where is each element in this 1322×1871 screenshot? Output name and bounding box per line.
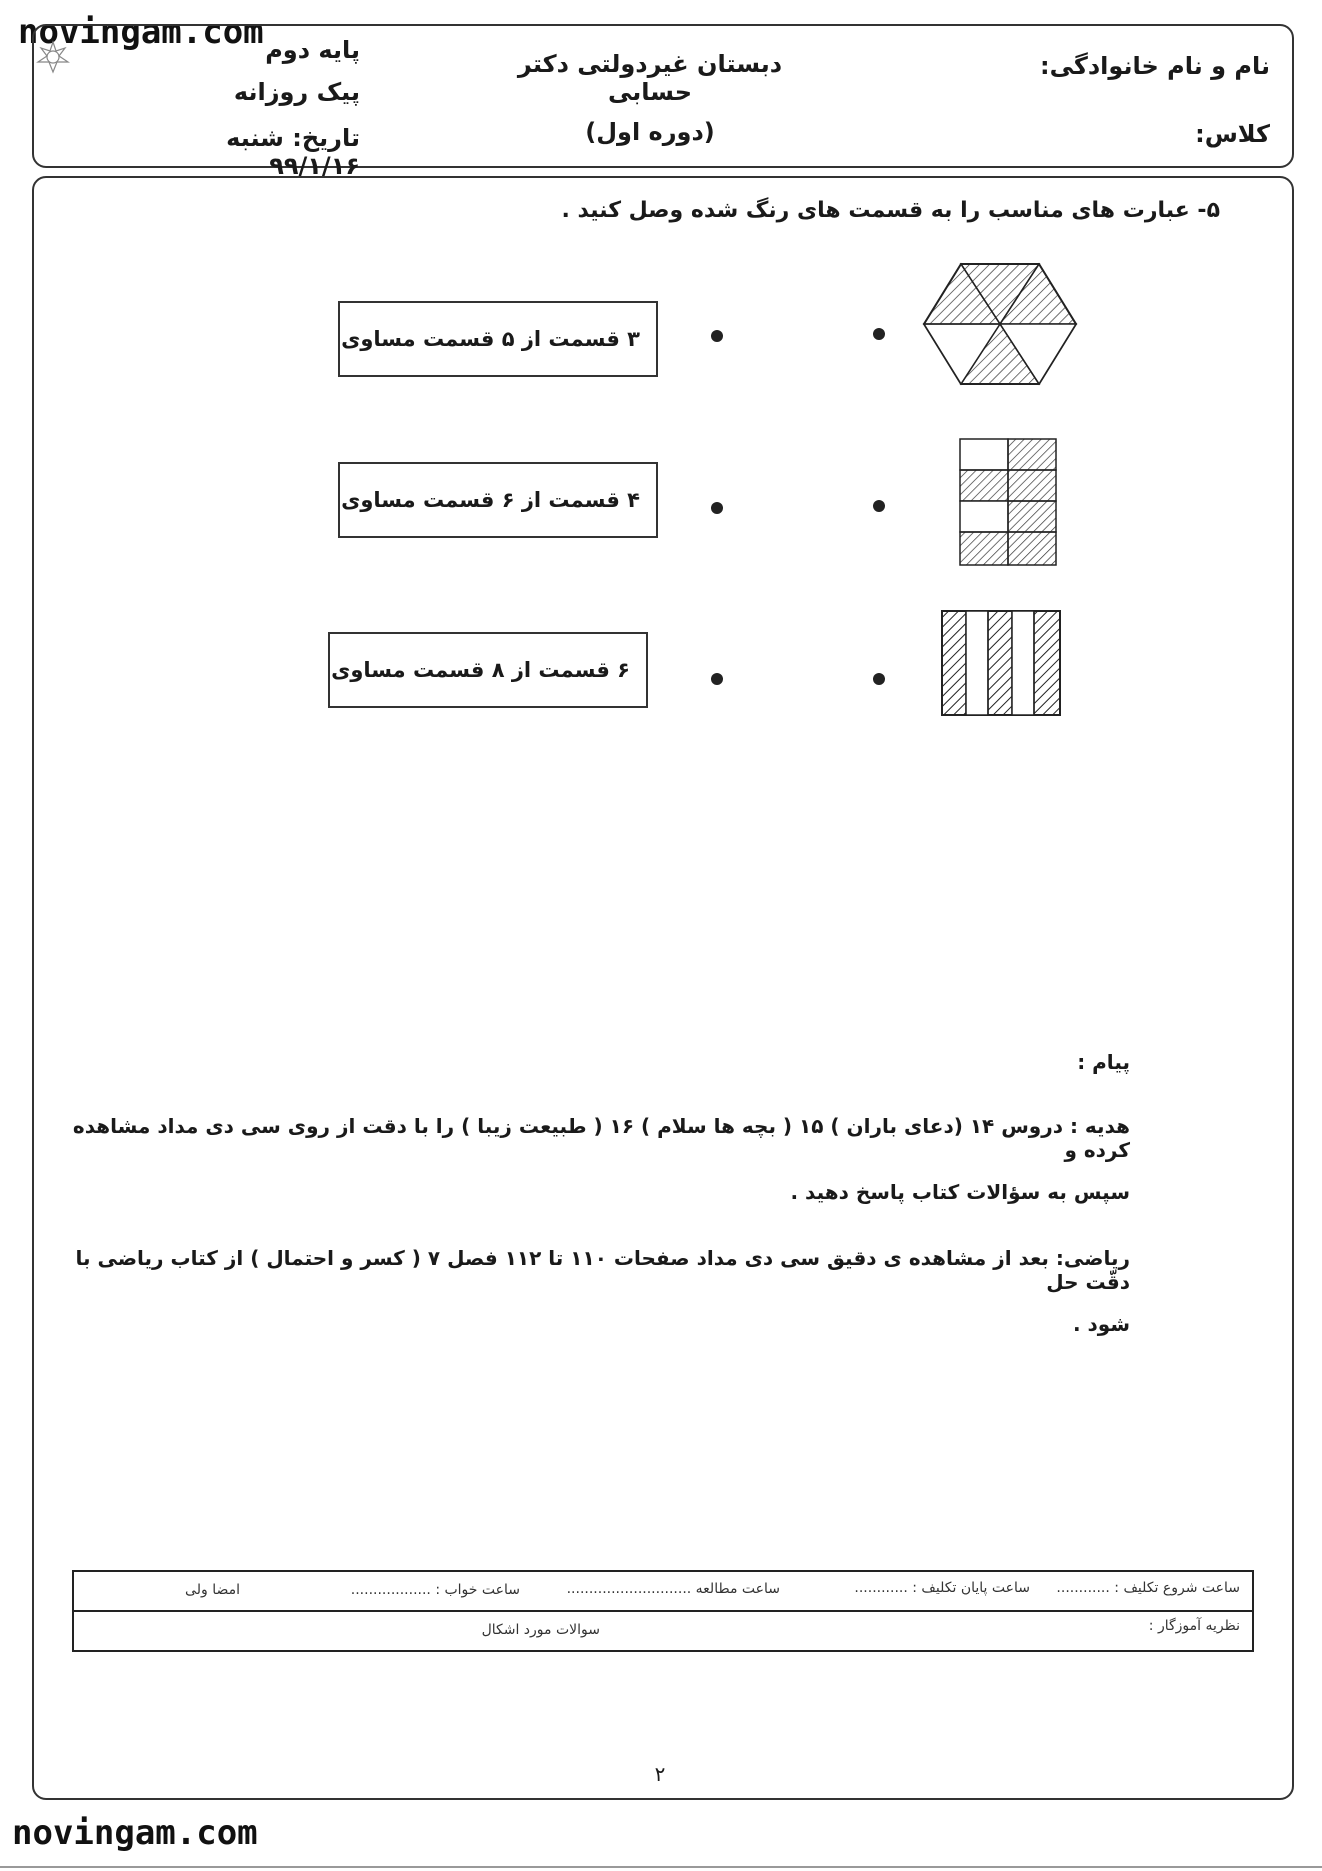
figure-dot-3[interactable] — [873, 673, 885, 685]
strip — [942, 611, 966, 715]
end-time-field[interactable]: ساعت پایان تکلیف : ............ — [854, 1580, 1030, 1596]
grid-cell — [960, 532, 1008, 565]
teacher-opinion-field[interactable]: نظریه آموزگار : — [1148, 1618, 1240, 1634]
grid-cell — [960, 501, 1008, 532]
strip — [988, 611, 1012, 715]
watermark-bottom: novingam.com — [12, 1813, 258, 1853]
figure-dot-1[interactable] — [873, 328, 885, 340]
school-name: دبستان غیردولتی دکتر حسابی — [517, 50, 783, 106]
math-line-2: شود . — [1072, 1312, 1130, 1336]
date-label: تاریخ: شنبه ۹۹/۱/۱۶ — [226, 124, 360, 180]
grid-cell — [1008, 501, 1056, 532]
study-time-field[interactable]: ساعت مطالعه ............................ — [566, 1581, 780, 1597]
grid-cell — [1008, 470, 1056, 501]
start-time-field[interactable]: ساعت شروع تکلیف : ............ — [1056, 1580, 1240, 1596]
student-name-label: نام و نام خانوادگی: — [1040, 52, 1270, 80]
figure-dot-2[interactable] — [873, 500, 885, 512]
math-line-1: ریاضی: بعد از مشاهده ی دقیق سی دی مداد صفحات ۱۱۰ تا ۱۱۲ فصل ۷ ( کسر و احتمال ) از کتاب ریاضی با دقّت حل — [75, 1246, 1130, 1294]
option-box-3[interactable]: ۶ قسمت از ۸ قسمت مساوی — [328, 632, 648, 708]
gift-line-1: هدیه : دروس ۱۴ (دعای باران ) ۱۵ ( بچه ها سلام ) ۱۶ ( طبیعت زیبا ) را با دقت از روی سی دی مداد مشاهده کرده و — [72, 1114, 1130, 1162]
message-label: پیام : — [1077, 1050, 1130, 1074]
gift-line-2: سپس به سؤالات کتاب پاسخ دهید . — [790, 1180, 1130, 1204]
grade-label: پایه دوم — [265, 36, 360, 64]
parent-sign-field[interactable]: امضا ولی — [185, 1582, 240, 1598]
option-dot-1[interactable] — [711, 330, 723, 342]
grid-figure — [958, 437, 1058, 567]
strip — [966, 611, 988, 715]
content-box — [32, 176, 1294, 1800]
option-dot-2[interactable] — [711, 502, 723, 514]
grid-cell — [960, 439, 1008, 470]
bottom-divider — [0, 1866, 1322, 1868]
problem-questions-field[interactable]: سوالات مورد اشکال — [481, 1622, 600, 1638]
grid-cell — [1008, 439, 1056, 470]
period-label: (دوره اول) — [585, 118, 715, 146]
sheet-type-label: پیک روزانه — [233, 78, 360, 106]
strip — [1034, 611, 1060, 715]
hexagon-figure — [922, 262, 1078, 386]
striped-figure — [940, 609, 1062, 717]
grid-cell — [1008, 532, 1056, 565]
question-title: ۵- عبارت های مناسب را به قسمت های رنگ شده وصل کنید . — [561, 198, 1220, 223]
page-number: ۲ — [654, 1762, 666, 1786]
option-dot-3[interactable] — [711, 673, 723, 685]
option-box-1[interactable]: ۳ قسمت از ۵ قسمت مساوی — [338, 301, 658, 377]
class-label: کلاس: — [1195, 120, 1270, 148]
option-box-2[interactable]: ۴ قسمت از ۶ قسمت مساوی — [338, 462, 658, 538]
sleep-time-field[interactable]: ساعت خواب : .................. — [350, 1582, 520, 1598]
watermark-top: novingam.com — [18, 12, 264, 52]
grid-cell — [960, 470, 1008, 501]
strip — [1012, 611, 1034, 715]
